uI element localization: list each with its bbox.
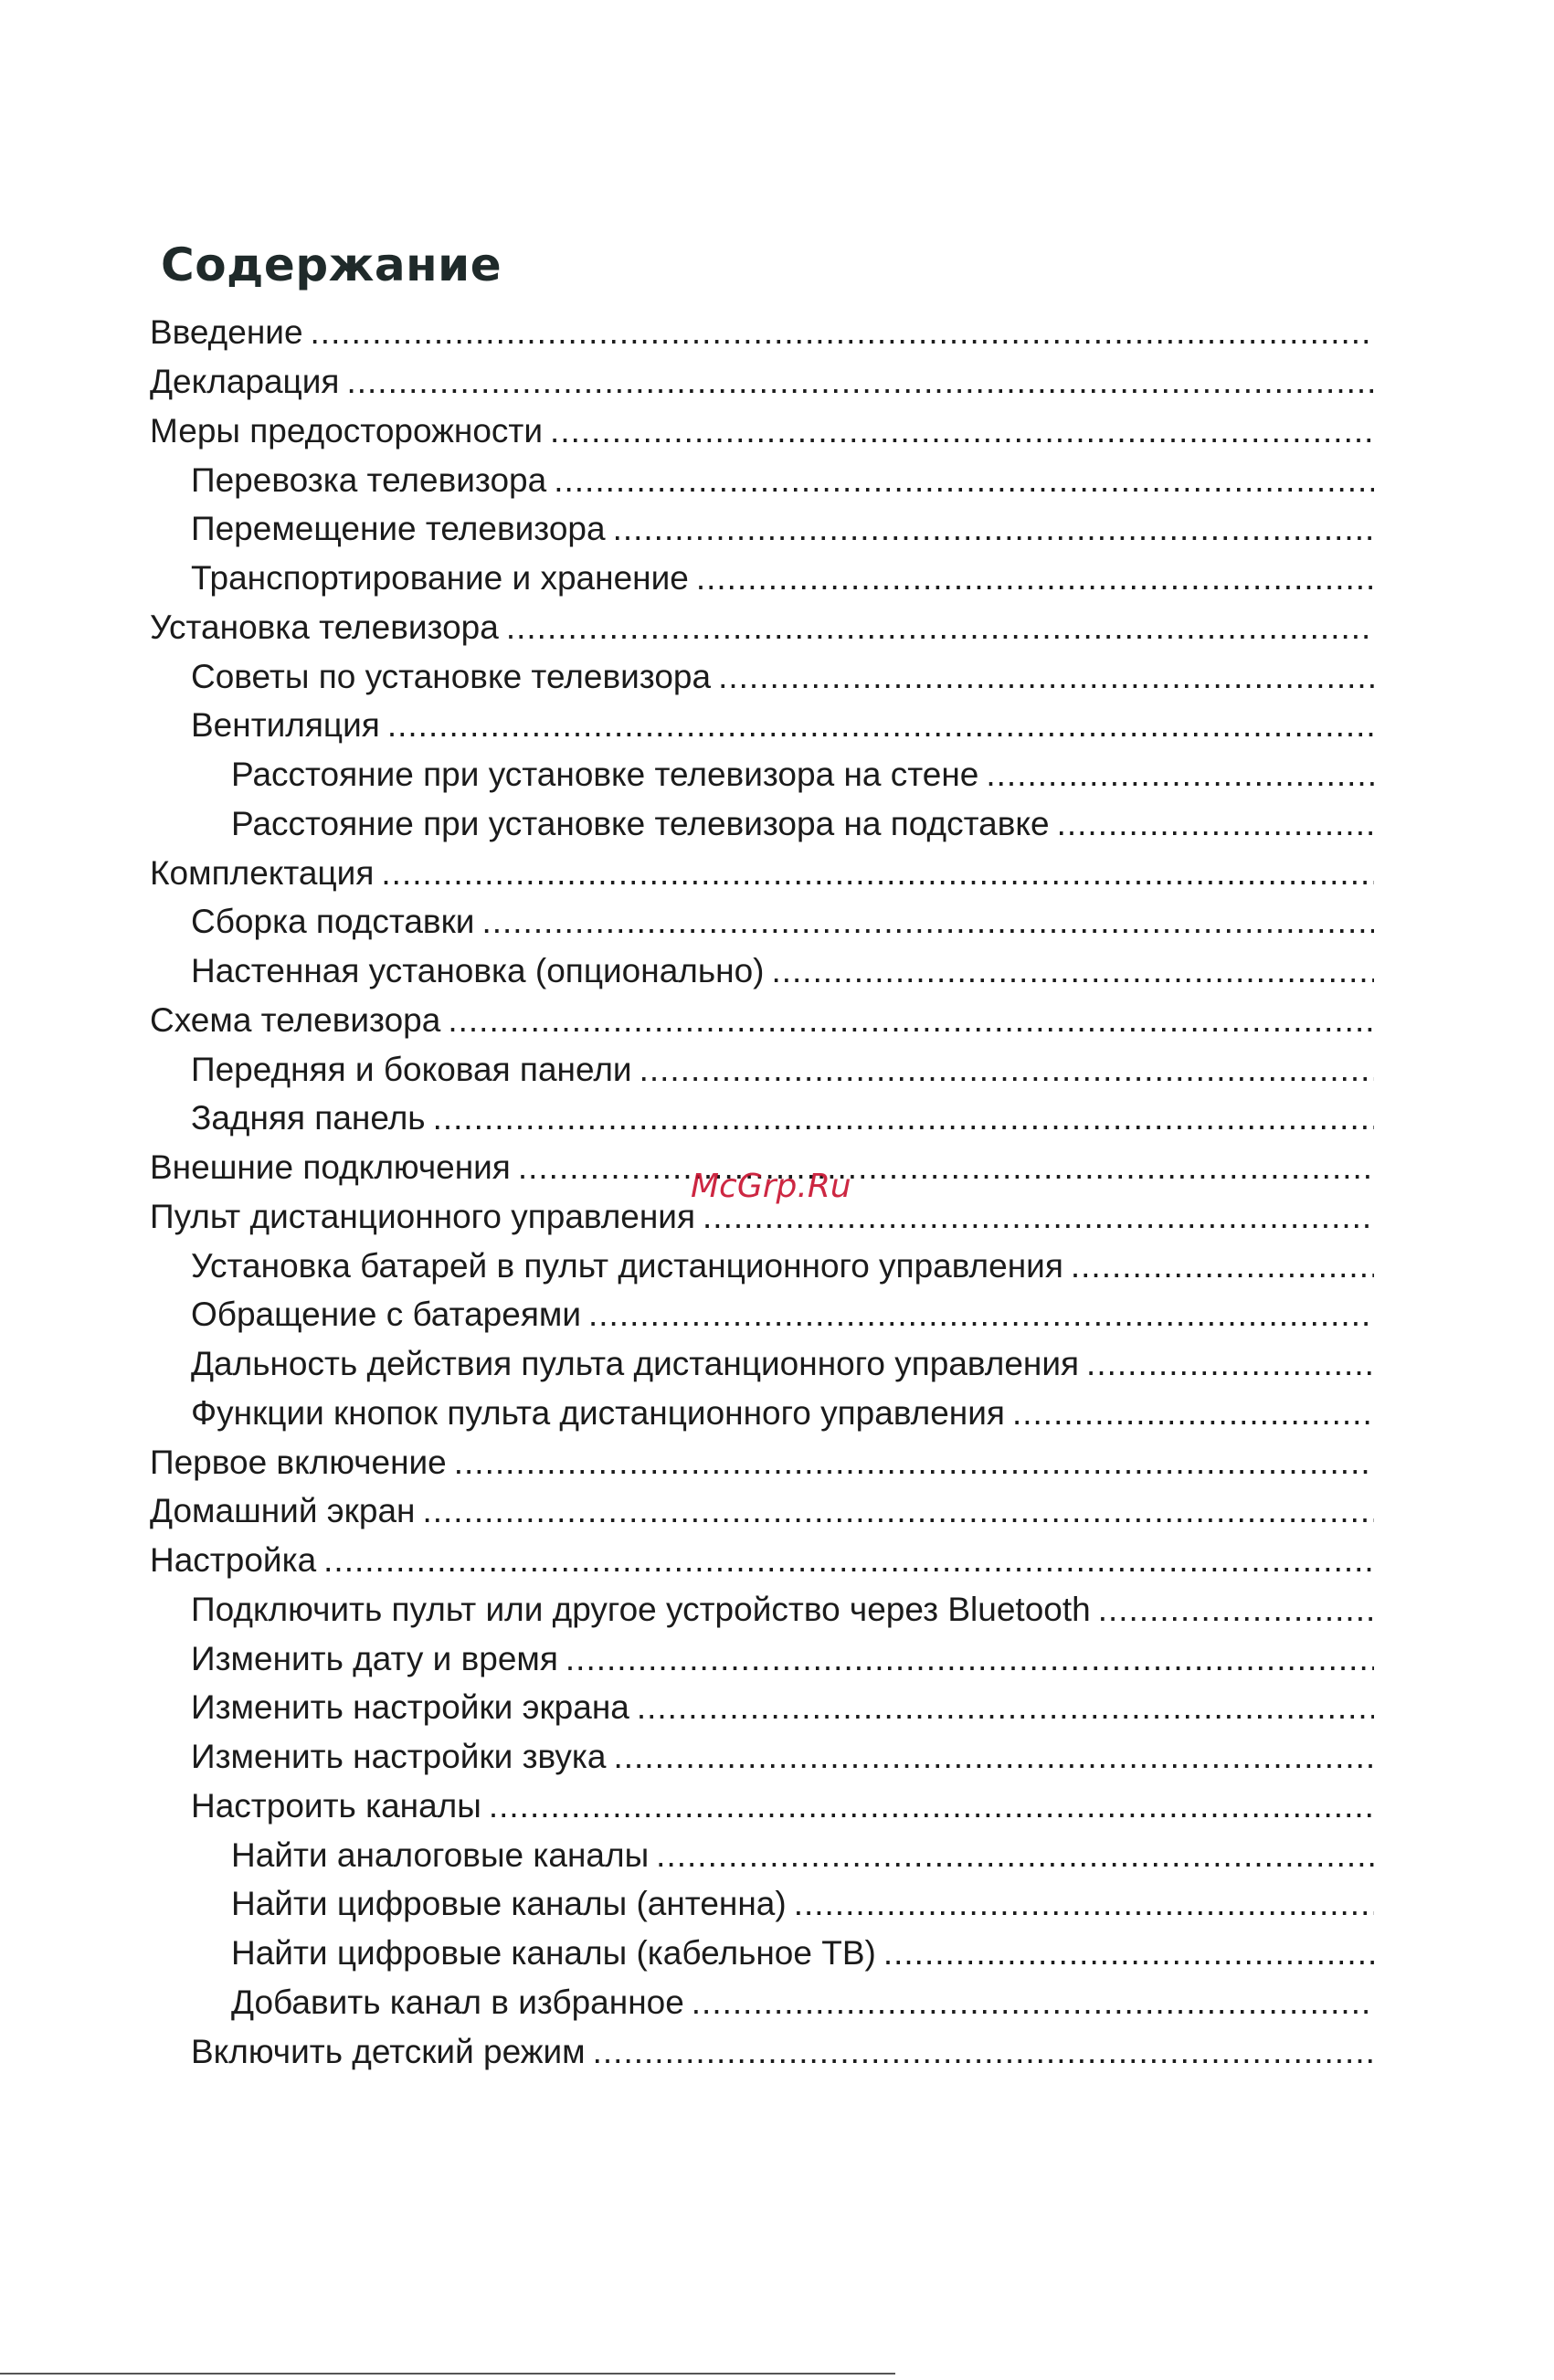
toc-entry[interactable] xyxy=(150,554,1374,603)
toc-entry-label: Перемещение телевизора xyxy=(191,510,606,548)
toc-dot-leader xyxy=(771,954,1374,988)
toc-dot-leader xyxy=(588,1297,1374,1331)
toc-dot-leader xyxy=(422,1494,1374,1528)
toc-dot-leader xyxy=(554,463,1374,497)
toc-entry-label: Домашний экран xyxy=(150,1492,416,1530)
toc-entry[interactable] xyxy=(150,1339,1374,1389)
toc-entry[interactable] xyxy=(150,750,1374,799)
toc-dot-leader xyxy=(593,2035,1374,2068)
toc-entry-label: Изменить настройки звука xyxy=(191,1738,607,1776)
toc-entry-label: Функции кнопок пульта дистанционного управления xyxy=(191,1393,1005,1432)
toc-dot-leader xyxy=(883,1936,1374,1970)
toc-entry-label: Внешние подключения xyxy=(150,1148,511,1187)
toc-entry-label: Найти аналоговые каналы xyxy=(231,1835,650,1874)
toc-entry-label: Советы по установке телевизора xyxy=(191,657,712,695)
toc-entry[interactable] xyxy=(150,1536,1374,1585)
toc-entry-label: Расстояние при установке телевизора на подставке xyxy=(231,804,1050,842)
toc-entry[interactable] xyxy=(150,504,1374,554)
toc-entry-label: Сборка подставки xyxy=(191,903,475,941)
toc-entry[interactable] xyxy=(150,996,1374,1045)
toc-entry[interactable] xyxy=(150,1830,1374,1879)
toc-entry[interactable] xyxy=(150,357,1374,407)
toc-dot-leader xyxy=(518,1150,1374,1184)
toc-entry-label: Настройка xyxy=(150,1541,317,1580)
watermark: McGrp.Ru xyxy=(691,1168,851,1205)
toc-dot-leader xyxy=(1012,1396,1374,1430)
toc-entry[interactable] xyxy=(150,407,1374,456)
toc-entry[interactable] xyxy=(150,1879,1374,1929)
toc-entry[interactable] xyxy=(150,308,1374,357)
toc-dot-leader xyxy=(566,1642,1374,1676)
toc-entry-label: Схема телевизора xyxy=(150,1000,441,1039)
toc-dot-leader xyxy=(692,1985,1374,2019)
toc-entry-label: Настенная установка (опционально) xyxy=(191,952,765,990)
toc-entry-label: Обращение с батареями xyxy=(191,1296,581,1334)
toc-entry[interactable] xyxy=(150,1978,1374,2027)
toc-dot-leader xyxy=(387,708,1374,742)
toc-entry[interactable] xyxy=(150,1732,1374,1782)
toc-entry[interactable] xyxy=(150,799,1374,849)
toc-dot-leader xyxy=(613,512,1374,545)
toc-entry-label: Подключить пульт или другое устройство через Bluetooth xyxy=(191,1590,1091,1628)
toc-dot-leader xyxy=(381,856,1374,890)
toc-entry[interactable] xyxy=(150,1634,1374,1683)
toc-dot-leader xyxy=(481,904,1374,938)
toc-dot-leader xyxy=(1098,1592,1374,1626)
toc-entry-label: Введение xyxy=(150,313,303,352)
toc-dot-leader xyxy=(656,1838,1374,1872)
toc-dot-leader xyxy=(323,1543,1374,1577)
toc-dot-leader xyxy=(346,365,1374,398)
toc-entry-label: Дальность действия пульта дистанционного управления xyxy=(191,1345,1080,1383)
toc-entry-label: Перевозка телевизора xyxy=(191,460,547,499)
toc-dot-leader xyxy=(1071,1249,1374,1283)
page-title: Содержание xyxy=(161,238,502,291)
toc-dot-leader xyxy=(613,1740,1374,1773)
toc-entry[interactable] xyxy=(150,1683,1374,1732)
toc-entry-label: Установка телевизора xyxy=(150,608,499,646)
toc-entry[interactable] xyxy=(150,1241,1374,1290)
toc-entry-label: Задняя панель xyxy=(191,1099,426,1137)
toc-dot-leader xyxy=(433,1101,1374,1135)
toc-entry-label: Декларация xyxy=(150,363,340,401)
toc-dot-leader xyxy=(1086,1347,1374,1380)
toc-dot-leader xyxy=(448,1003,1374,1037)
toc-dot-leader xyxy=(1057,807,1374,841)
toc-entry[interactable] xyxy=(150,1389,1374,1438)
toc-entry[interactable] xyxy=(150,1486,1374,1536)
toc-entry[interactable] xyxy=(150,947,1374,996)
toc-dot-leader xyxy=(506,610,1374,644)
toc-dot-leader xyxy=(311,315,1374,349)
toc-entry[interactable] xyxy=(150,701,1374,750)
toc-entry-label: Вентиляция xyxy=(191,706,380,745)
toc-entry-label: Комплектация xyxy=(150,853,375,892)
toc-entry-label: Добавить канал в избранное xyxy=(231,1983,684,2021)
toc-entry-label: Включить детский режим xyxy=(191,2032,586,2070)
toc-entry[interactable] xyxy=(150,848,1374,897)
toc-dot-leader xyxy=(640,1052,1374,1086)
toc-entry[interactable] xyxy=(150,651,1374,701)
toc-entry[interactable] xyxy=(150,2026,1374,2076)
toc-entry-label: Меры предосторожности xyxy=(150,411,544,450)
toc-entry-label: Установка батарей в пульт дистанционного управления xyxy=(191,1246,1063,1285)
toc-entry[interactable] xyxy=(150,1437,1374,1486)
toc-entry[interactable] xyxy=(150,1782,1374,1831)
toc-entry-label: Передняя и боковая панели xyxy=(191,1050,632,1088)
toc-dot-leader xyxy=(696,561,1374,595)
toc-entry-label: Настроить каналы xyxy=(191,1786,481,1825)
toc-entry[interactable] xyxy=(150,1094,1374,1143)
bottom-divider xyxy=(0,2373,895,2375)
toc-dot-leader xyxy=(718,660,1374,693)
toc-entry-label: Транспортирование и хранение xyxy=(191,559,689,598)
toc-entry-label: Найти цифровые каналы (кабельное ТВ) xyxy=(231,1934,876,1973)
toc-entry[interactable] xyxy=(150,897,1374,947)
toc-entry-label: Первое включение xyxy=(150,1443,447,1481)
toc-dot-leader xyxy=(489,1789,1374,1823)
toc-dot-leader xyxy=(454,1445,1374,1479)
toc-entry-label: Расстояние при установке телевизора на стене xyxy=(231,756,979,794)
toc-dot-leader xyxy=(986,757,1374,791)
toc-entry-label: Изменить настройки экрана xyxy=(191,1688,629,1727)
toc-entry[interactable] xyxy=(150,603,1374,652)
toc-entry[interactable] xyxy=(150,1290,1374,1339)
toc-entry[interactable] xyxy=(150,1929,1374,1978)
toc-entry-label: Пульт дистанционного управления xyxy=(150,1197,696,1235)
toc-entry[interactable] xyxy=(150,1585,1374,1634)
toc-entry-label: Изменить дату и время xyxy=(191,1639,558,1677)
toc-dot-leader xyxy=(794,1887,1374,1920)
toc-dot-leader xyxy=(550,414,1374,448)
toc-dot-leader xyxy=(637,1690,1374,1724)
toc-entry[interactable] xyxy=(150,1044,1374,1094)
toc-entry-label: Найти цифровые каналы (антенна) xyxy=(231,1885,787,1923)
toc-entry[interactable] xyxy=(150,455,1374,504)
